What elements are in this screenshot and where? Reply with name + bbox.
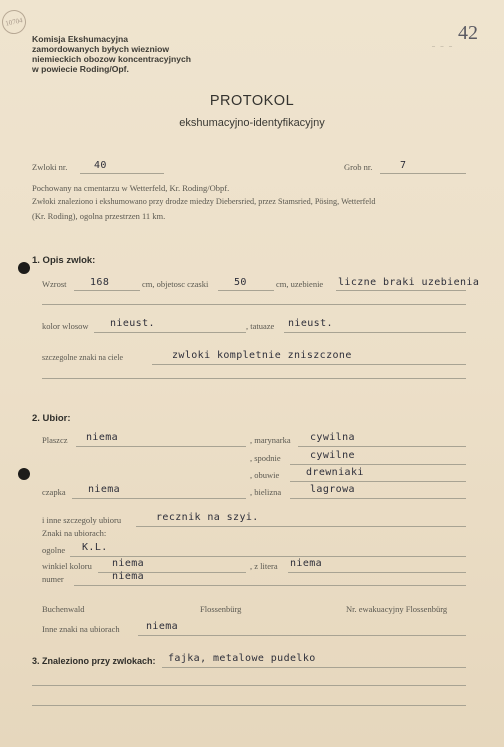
burial-route: Zwłoki znaleziono i ekshumowano przy drodze miedzy Diebersried, przez Stamsried, Pösing, Wetterfeld xyxy=(32,197,376,206)
header-line-3: niemieckich obozow koncentracyjnych xyxy=(32,54,192,64)
bielizna-label: , bielizna xyxy=(250,487,282,497)
ogolne-label: ogolne xyxy=(42,545,66,555)
section-1-title: 1. Opis zwlok: xyxy=(32,255,96,266)
czaska-value: 50 xyxy=(234,277,247,288)
wzrost-label: Wzrost xyxy=(42,279,67,289)
grob-label: Grob nr. xyxy=(344,162,373,172)
cm-objetosc-label: cm, objetosc czaski xyxy=(142,279,209,289)
marynarka-label: , marynarka xyxy=(250,435,291,445)
plaszcz-label: Plaszcz xyxy=(42,435,68,445)
znaki-na-ubiorach-label: Znaki na ubiorach: xyxy=(42,528,107,538)
camp-buchenwald: Buchenwald xyxy=(42,604,85,614)
corner-dashes: ‒ ‒ ‒ xyxy=(432,44,454,50)
document-title: PROTOKOL xyxy=(209,93,295,109)
czapka-value: niema xyxy=(88,484,121,495)
plaszcz-value: niema xyxy=(86,432,119,443)
section-3-title: 3. Znaleziono przy zwlokach: xyxy=(32,656,156,666)
uzebienie-value: liczne braki uzebienia xyxy=(338,277,480,288)
obuwie-value: drewniaki xyxy=(306,467,364,478)
tatuaze-label: , tatuaze xyxy=(246,321,275,331)
inne-szczegoly-value: recznik na szyi. xyxy=(156,512,259,523)
grob-number: 7 xyxy=(400,160,407,171)
inne-szczegoly-label: i inne szczegoly ubioru xyxy=(42,515,122,525)
ogolne-value: K.L. xyxy=(82,542,108,553)
spodnie-label: , spodnie xyxy=(250,453,281,463)
litera-value: niema xyxy=(290,558,323,569)
zwloki-label: Zwloki nr. xyxy=(32,162,68,172)
marynarka-value: cywilna xyxy=(310,432,355,443)
camp-flossenburg: Flossenbürg xyxy=(200,604,242,614)
winkiel-value: niema xyxy=(112,558,145,569)
archive-stamp: 10704 xyxy=(0,8,28,36)
numer-value: niema xyxy=(112,571,145,582)
kolor-label: kolor wlosow xyxy=(42,321,89,331)
bielizna-value: lagrowa xyxy=(310,484,355,495)
header-line-4: w powiecie Roding/Opf. xyxy=(32,64,129,74)
inne-znaki-label: Inne znaki na ubiorach xyxy=(42,624,120,634)
znaki-value: zwloki kompletnie zniszczone xyxy=(172,350,352,361)
camp-evacuation-number: Nr. ewakuacyjny Flossenbürg xyxy=(346,604,448,614)
litera-label: , z litera xyxy=(250,561,278,571)
punch-hole-bottom xyxy=(18,468,30,480)
document-subtitle: ekshumacyjno-identyfikacyjny xyxy=(179,117,325,129)
section-2-title: 2. Ubior: xyxy=(32,413,71,424)
kolor-value: nieust. xyxy=(110,318,155,329)
winkiel-label: winkiel koloru xyxy=(42,561,92,571)
inne-znaki-value: niema xyxy=(146,621,179,632)
punch-hole-top xyxy=(18,262,30,274)
czapka-label: czapka xyxy=(42,487,66,497)
header-line-2: zamordowanych byłych wiezniow xyxy=(32,44,170,54)
cm-uzebienie-label: cm, uzebienie xyxy=(276,279,324,289)
page-number: 42 xyxy=(458,22,478,44)
burial-distance: (Kr. Roding), ogolna przestrzen 11 km. xyxy=(32,211,166,221)
numer-label: numer xyxy=(42,574,64,584)
wzrost-value: 168 xyxy=(90,277,110,288)
obuwie-label: , obuwie xyxy=(250,470,280,480)
header-line-1: Komisja Ekshumacyjna xyxy=(32,34,129,44)
burial-place: Pochowany na cmentarzu w Wetterfeld, Kr. Roding/Obpf. xyxy=(32,183,230,193)
section-3-value: fajka, metalowe pudelko xyxy=(168,653,316,664)
spodnie-value: cywilne xyxy=(310,450,355,461)
znaki-label: szczegolne znaki na ciele xyxy=(42,353,124,362)
zwloki-number: 40 xyxy=(94,160,107,171)
tatuaze-value: nieust. xyxy=(288,318,333,329)
